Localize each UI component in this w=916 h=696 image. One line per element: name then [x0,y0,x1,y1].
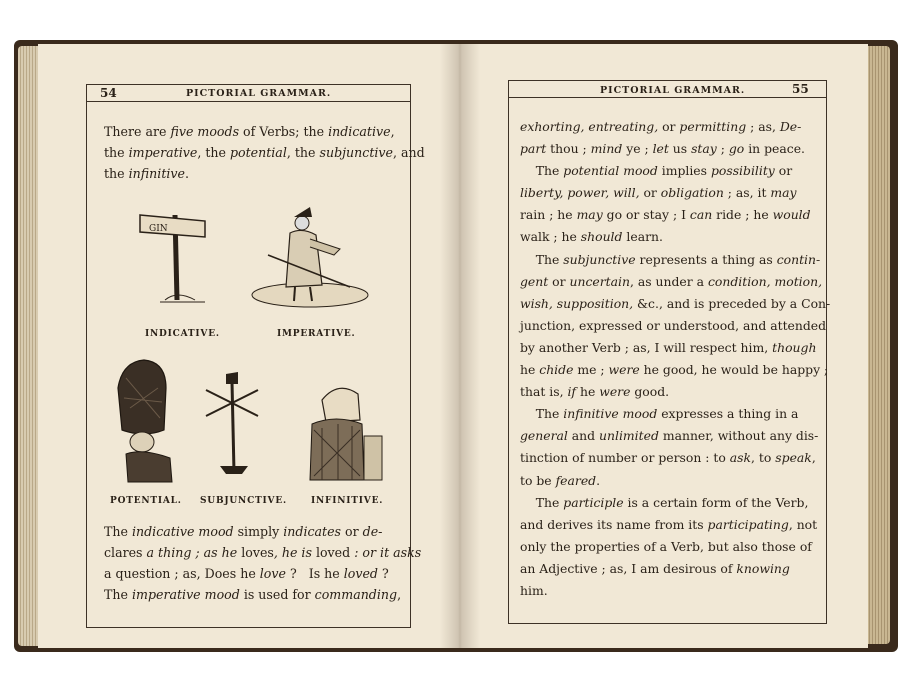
text-line [520,204,816,226]
text-line [520,447,816,469]
text-span: or [774,163,793,179]
italic-text: liberty, power, will, [520,185,640,201]
caption-potential: POTENTIAL. [110,496,182,506]
text-span: , and [392,145,425,160]
italic-text: were [599,384,631,400]
text-span: represents a thing as [635,251,777,267]
left-intro-paragraph [104,121,425,184]
text-span: tinction of number or person : to [520,450,730,466]
text-span: he [520,362,540,378]
text-span: by another Verb ; as, I will respect him, [520,339,773,355]
italic-text: : or it asks [350,545,422,560]
text-line [520,403,816,425]
italic-text: should [580,229,623,245]
italic-text: go [728,141,745,157]
text-span: , the [197,145,230,160]
text-span: rain ; he [520,207,577,223]
text-line [520,558,816,580]
text-span: in peace. [744,141,805,157]
right-running-head: PICTORIAL GRAMMAR. [600,85,746,96]
text-span: junction, expressed or understood, and attended [520,317,827,333]
italic-text: part [520,141,547,157]
potential-busby-illustration [108,358,188,486]
text-line [520,337,816,359]
text-line [520,470,816,492]
text-line [104,542,422,563]
italic-text: let [652,141,669,157]
text-line [520,315,827,337]
text-line [520,580,816,602]
italic-text: love [259,566,286,581]
text-span: The [104,524,132,539]
text-span: that is, [520,384,568,400]
italic-text: de- [362,524,383,539]
italic-text: five moods [170,124,240,139]
italic-text: condition, motion, [707,273,823,289]
caption-subjunctive: SUBJUNCTIVE. [200,496,287,506]
text-span: , [397,587,402,602]
left-header-rule [86,101,411,102]
italic-text: unlimited [599,428,659,444]
caption-indicative: INDICATIVE. [145,329,220,339]
text-span: good. [630,384,670,400]
text-span: or [639,185,661,201]
caption-imperative: IMPERATIVE. [277,329,356,339]
text-span: him. [520,582,548,598]
text-span: or [341,524,363,539]
text-span: , [390,124,395,139]
text-line [104,584,402,605]
italic-text: indicative mood [131,524,234,539]
text-span: , as under a [629,273,708,289]
italic-text: infinitive mood [563,406,658,422]
imperative-figure-illustration [250,205,375,310]
italic-text: knowing [736,560,790,576]
text-span: ? Is he [285,566,344,581]
text-span: The [520,406,564,422]
text-span: thou ; [546,141,591,157]
italic-text: participle [563,494,624,510]
text-line [520,381,816,403]
italic-text: contin- [776,251,821,267]
italic-text: can [689,207,713,223]
text-span: ye ; [622,141,653,157]
italic-text: loved [343,566,378,581]
text-span: he [576,384,600,400]
text-span: the [104,145,129,160]
italic-text: subjunctive [563,251,636,267]
text-line [520,249,821,271]
italic-text: mind [590,141,623,157]
text-span: me ; [573,362,609,378]
text-span: is a certain form of the Verb, [623,494,809,510]
italic-text: speak [775,450,812,466]
italic-text: indicates [283,524,342,539]
text-span: ? [378,566,389,581]
text-span: ; [716,141,729,157]
text-span: us [668,141,692,157]
italic-text: , he is [273,545,316,560]
text-span: he good, he would be happy ; [639,362,829,378]
book-gutter [440,44,480,648]
text-span: of Verbs; the [239,124,329,139]
text-span: an Adjective ; as, I am desirous of [520,560,737,576]
italic-text: possibility [710,163,775,179]
caption-infinitive: INFINITIVE. [311,496,384,506]
text-span: . [596,472,601,488]
italic-text: though [772,339,817,355]
text-span: loved [315,545,351,560]
text-line [520,359,829,381]
left-page-number: 54 [100,86,117,100]
text-line [520,182,816,204]
subjunctive-weathervane-illustration [198,368,268,478]
text-line [520,514,816,536]
right-header-rule [508,97,827,98]
italic-text: if [567,384,577,400]
italic-text: potential [229,145,287,160]
italic-text: imperative [128,145,198,160]
italic-text: gent [520,273,549,289]
right-body-text [520,116,831,602]
text-span: expresses a thing in a [657,406,799,422]
text-span: to be [520,472,556,488]
italic-text: stay [691,141,717,157]
text-span: , the [286,145,320,160]
text-span: &c., and is preceded by a Con- [633,295,831,311]
text-line [104,163,396,184]
italic-text: obligation [660,185,724,201]
left-running-head: PICTORIAL GRAMMAR. [186,88,332,99]
italic-text: participating [707,516,789,532]
text-line [520,116,816,138]
italic-text: would [772,207,811,223]
text-span: or [548,273,570,289]
text-span: loves [241,545,274,560]
infinitive-figure-illustration [302,380,387,485]
right-page-number: 55 [792,82,809,96]
italic-text: indicative [328,124,391,139]
text-span: ; as, [746,119,780,134]
italic-text: wish, supposition, [520,295,634,311]
italic-text: feared [555,472,597,488]
text-line [104,121,396,142]
italic-text: subjunctive [319,145,393,160]
italic-text: chide [539,362,574,378]
text-span: , not [788,516,818,532]
italic-text: potential mood [563,163,658,179]
italic-text: ask [729,450,752,466]
text-span: is used for [239,587,315,602]
signpost-text: GIN [149,224,168,234]
text-span: the [104,166,129,181]
italic-text: commanding [314,587,398,602]
text-span: ; as, it [723,185,771,201]
text-span: and derives its name from its [520,516,708,532]
text-span: manner, without any dis- [658,428,819,444]
italic-text: permitting [679,119,747,134]
italic-text: imperative mood [131,587,240,602]
text-line [520,160,816,182]
text-span: The [520,494,564,510]
text-span: , [811,450,816,466]
text-span: clares [104,545,143,560]
text-line [520,226,816,248]
italic-text: De- [779,119,802,134]
text-span: a question ; as, Does he [104,566,260,581]
text-line [520,138,816,160]
text-span: There are [104,124,171,139]
text-span: or [658,119,680,134]
text-span: ride ; he [712,207,773,223]
text-span: only the properties of a Verb, but also those of [520,538,812,554]
text-span: The [520,251,564,267]
text-line [104,142,425,163]
left-body-paragraph [104,521,422,605]
italic-text: infinitive [128,166,185,181]
italic-text: may [770,185,797,201]
text-span: simply [233,524,284,539]
indicative-signpost-illustration [135,205,215,305]
italic-text: a thing ; as he [142,545,242,560]
text-line [104,521,396,542]
text-span: walk ; he [520,229,581,245]
text-span: . [184,166,189,181]
text-span: , to [751,450,776,466]
text-span: and [567,428,600,444]
italic-text: exhorting, entreating, [520,119,659,134]
italic-text: general [520,428,568,444]
text-line [520,425,819,447]
text-span: The [104,587,132,602]
text-line [520,492,816,514]
text-span: The [520,163,564,179]
italic-text: were [608,362,640,378]
text-span: learn. [622,229,663,245]
italic-text: may [576,207,603,223]
text-line [520,536,816,558]
text-line [520,271,823,293]
text-line [520,293,831,315]
text-span: go or stay ; I [602,207,690,223]
italic-text: uncertain [569,273,630,289]
text-line [104,563,396,584]
text-span: implies [657,163,711,179]
